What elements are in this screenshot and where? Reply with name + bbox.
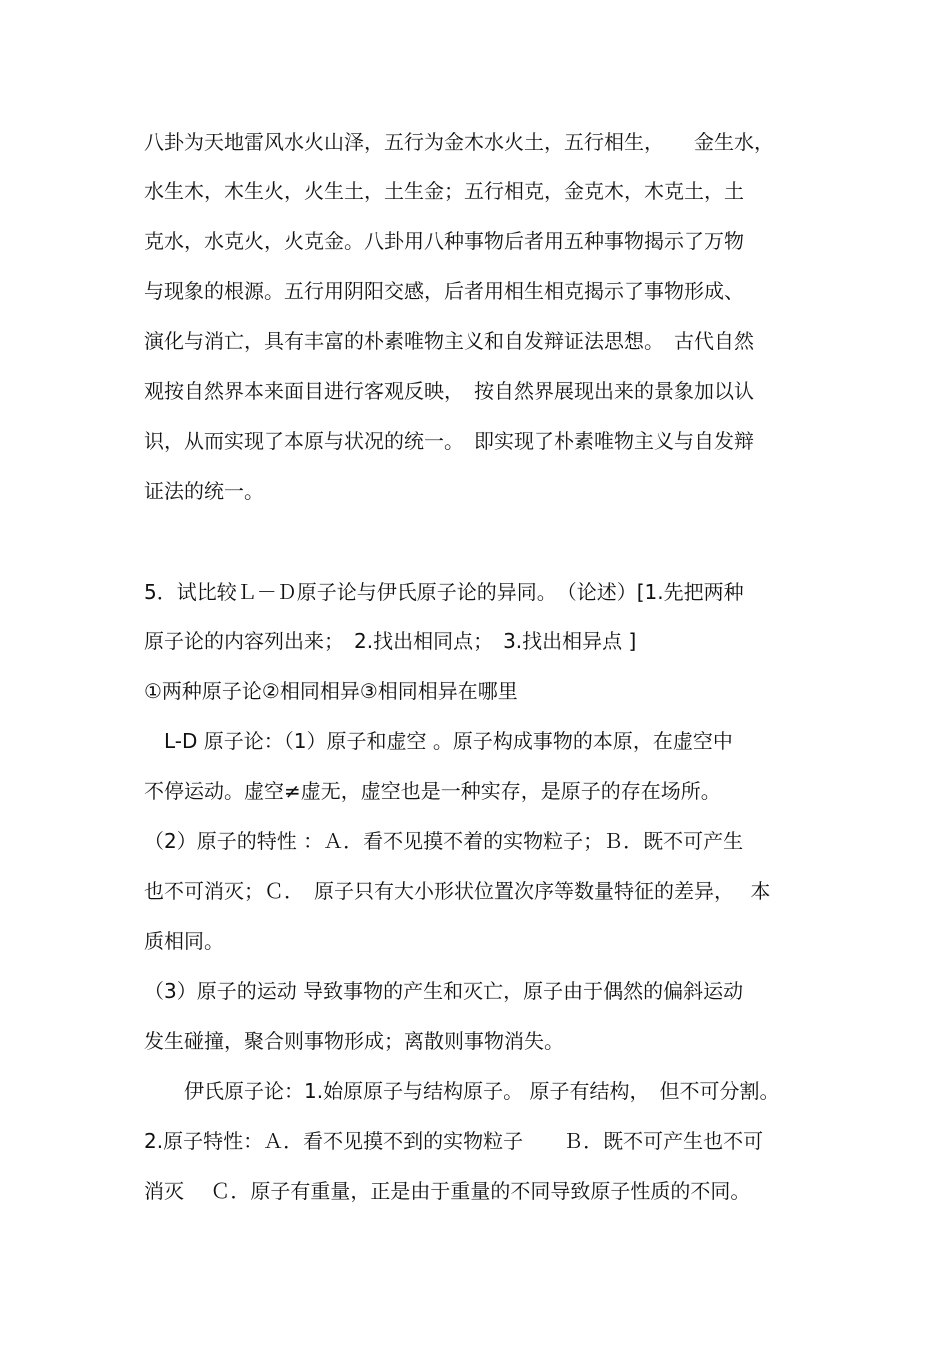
yi-atomism-line: 消灭 Ｃ．原子有重量，正是由于重量的不同导致原子性质的不同。 [144, 1179, 751, 1203]
question-heading: 5．试比较Ｌ－Ｄ原子论与伊氏原子论的异同。 （论述）[1.先把两种 [144, 580, 744, 604]
ld-atomism-line: （3）原子的运动 导致事物的产生和灭亡，原子由于偶然的偏斜运动 [144, 979, 744, 1003]
ld-atomism-line: 不停运动。虚空≠虚无，虚空也是一种实存，是原子的存在场所。 [144, 779, 721, 803]
paragraph-line: 证法的统一。 [144, 479, 264, 503]
ld-atomism-line: L-D 原子论：（1）原子和虚空 。原子构成事物的本原，在虚空中 [144, 729, 733, 753]
question-line: 原子论的内容列出来； 2.找出相同点； 3.找出相异点 ] [144, 629, 637, 653]
paragraph-line: 与现象的根源。五行用阴阳交感，后者用相生相克揭示了事物形成、 [144, 279, 744, 303]
paragraph-line: 观按自然界本来面目进行客观反映， 按自然界展现出来的景象加以认 [144, 379, 754, 403]
ld-atomism-line: 质相同。 [144, 929, 224, 953]
ld-atomism-line: 也不可消灭；Ｃ． 原子只有大小形状位置次序等数量特征的差异， 本 [144, 879, 771, 903]
paragraph-line: 水生木，木生火，火生土，土生金；五行相克，金克木，木克土，土 [144, 179, 744, 203]
paragraph-line: 识，从而实现了本原与状况的统一。 即实现了朴素唯物主义与自发辩 [144, 429, 754, 453]
question-outline: ①两种原子论②相同相异③相同相异在哪里 [144, 679, 518, 703]
ld-atomism-line: （2）原子的特性 ：Ａ．看不见摸不着的实物粒子；Ｂ．既不可产生 [144, 829, 744, 853]
yi-atomism-line: 伊氏原子论：1.始原原子与结构原子。 原子有结构， 但不可分割。 [144, 1079, 780, 1103]
ld-atomism-line: 发生碰撞，聚合则事物形成；离散则事物消失。 [144, 1029, 564, 1053]
paragraph-line: 八卦为天地雷风水火山泽，五行为金木水火土，五行相生， 金生水， [144, 130, 774, 154]
paragraph-line: 克水，水克火，火克金。八卦用八种事物后者用五种事物揭示了万物 [144, 229, 744, 253]
yi-atomism-line: 2.原子特性：Ａ．看不见摸不到的实物粒子 Ｂ．既不可产生也不可 [144, 1129, 764, 1153]
paragraph-line: 演化与消亡，具有丰富的朴素唯物主义和自发辩证法思想。 古代自然 [144, 329, 754, 353]
